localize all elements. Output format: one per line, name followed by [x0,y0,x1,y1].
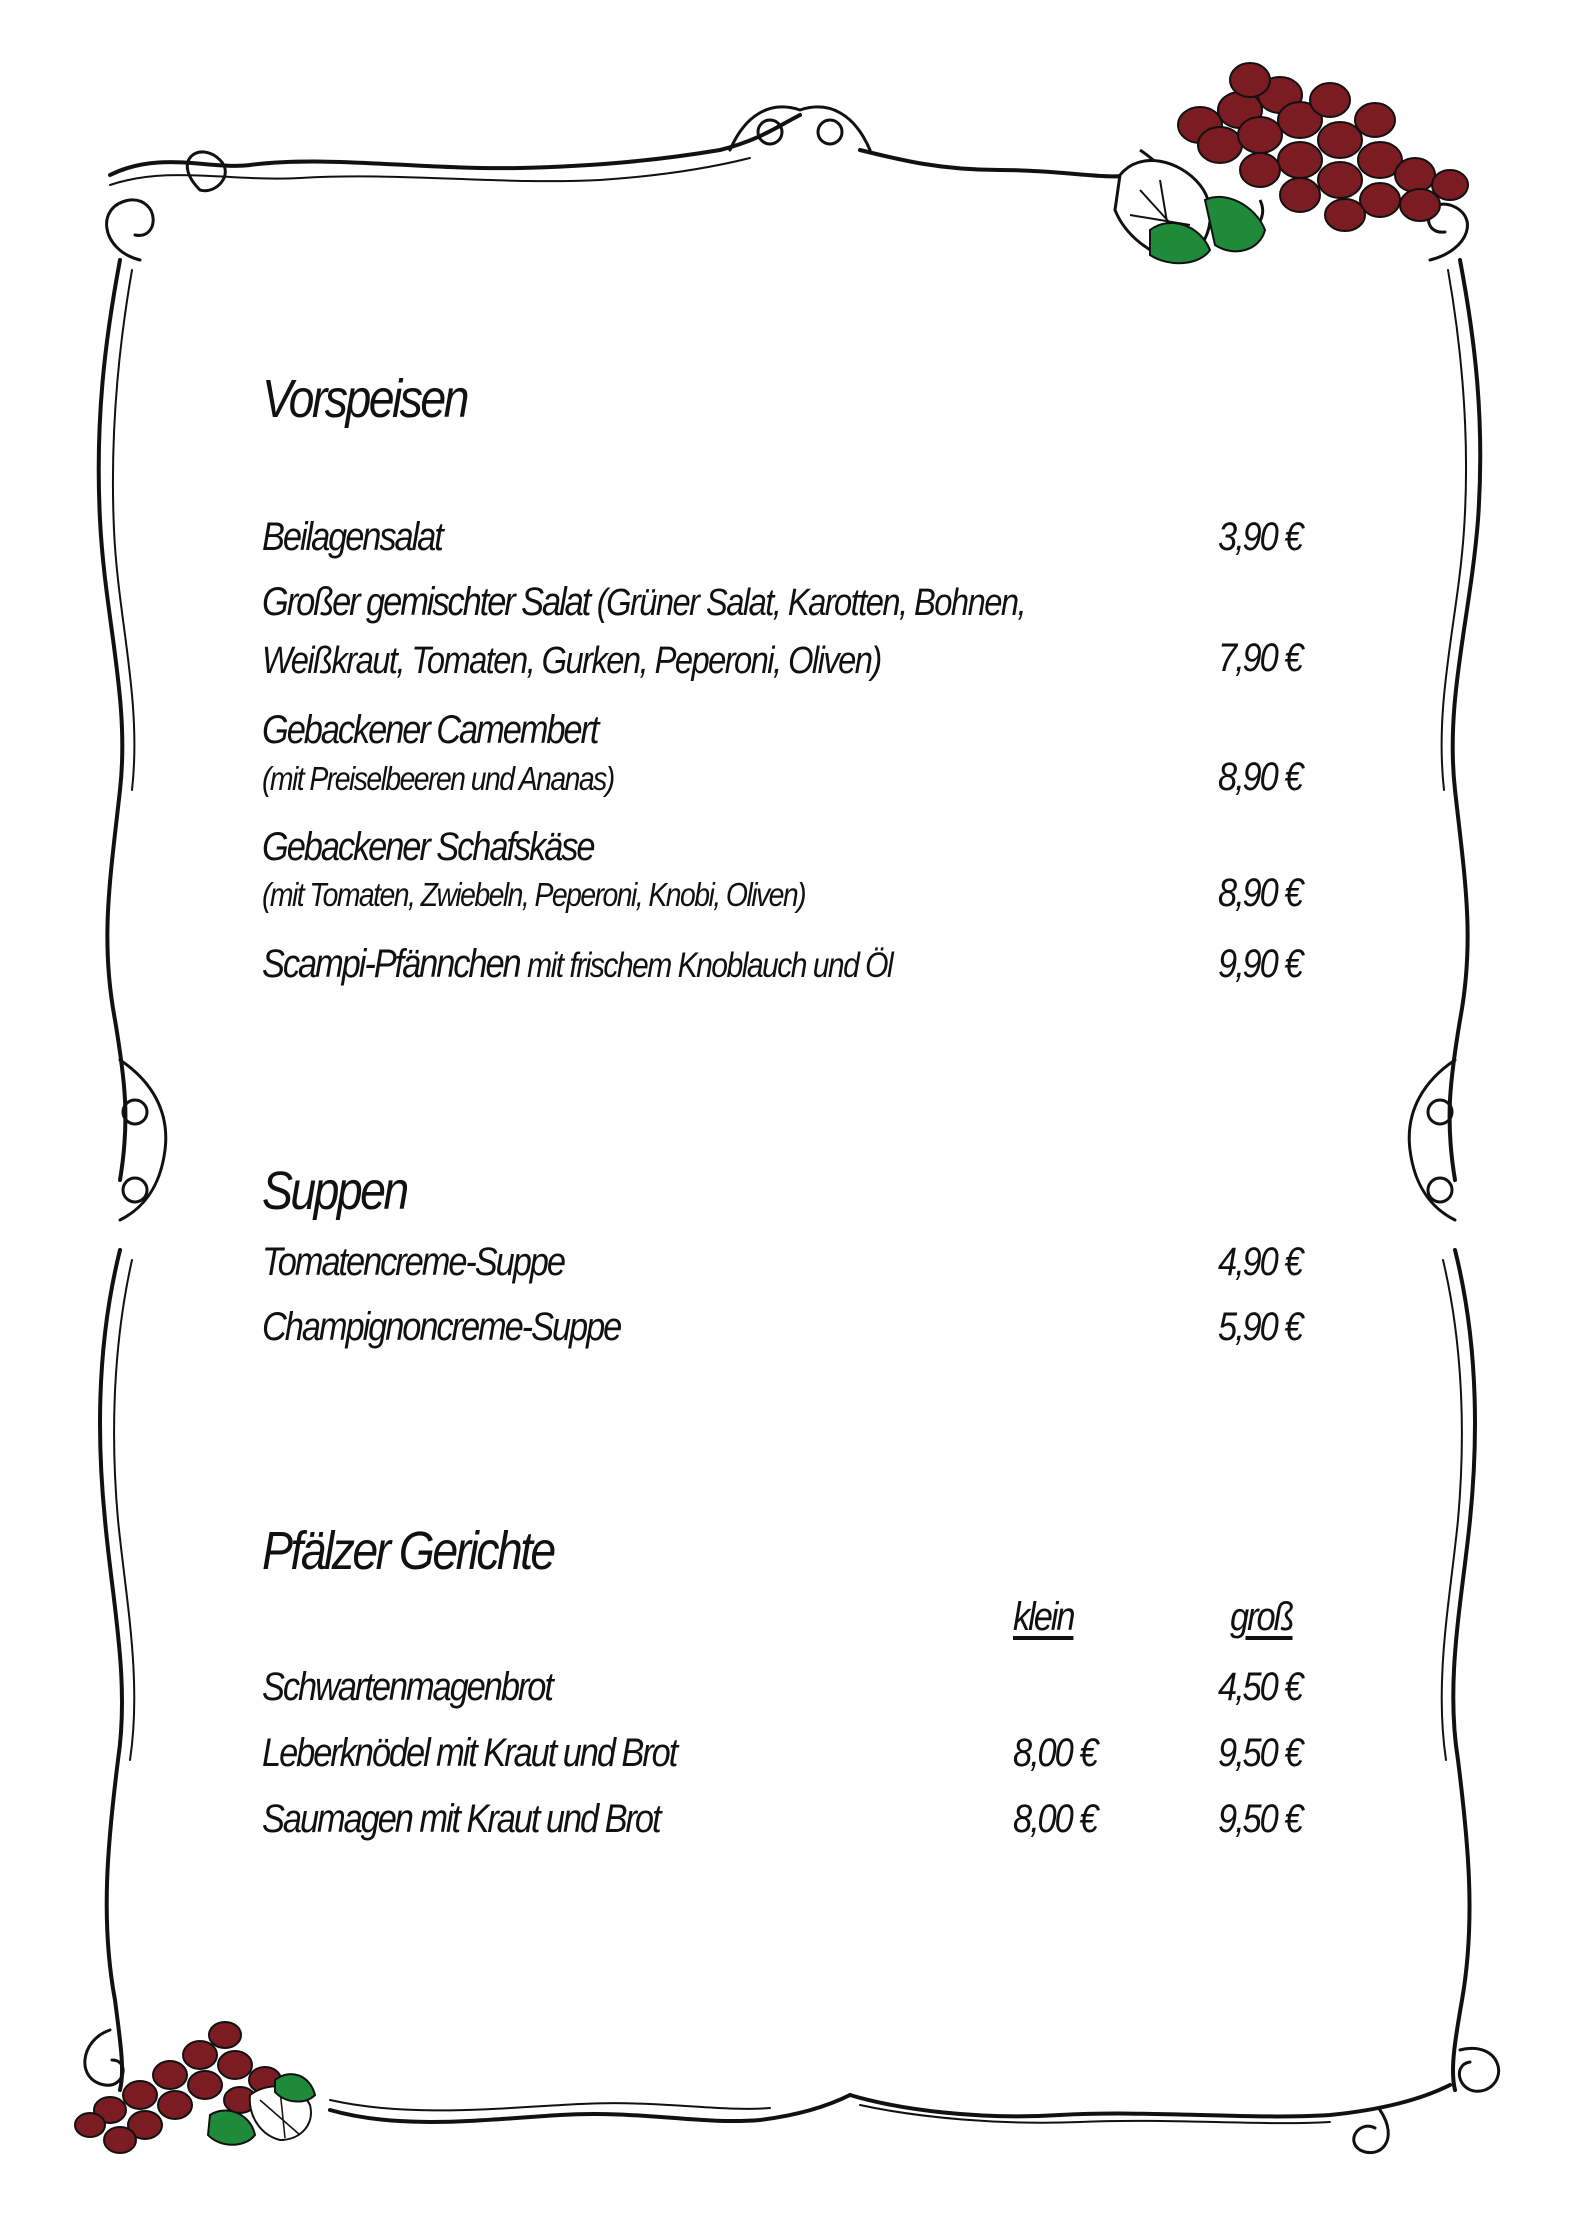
menu-item-scampi [262,942,892,987]
menu-item-leberknoedel: Leberknödel mit Kraut und Brot [262,1731,677,1775]
price-large-saumagen: 9,50 € [1218,1797,1302,1841]
menu-item-champignoncreme: Champignoncreme-Suppe [262,1305,621,1349]
item-detail-camembert: (mit Preiselbeeren und Ananas) [262,760,614,797]
item-name: Scampi-Pfännchen [262,942,520,986]
price-gemischter-salat: 7,90 € [1218,636,1302,680]
item-detail-schafskaese: (mit Tomaten, Zwiebeln, Peperoni, Knobi, Oliven) [262,876,805,913]
price-small-saumagen: 8,00 € [1013,1797,1097,1841]
menu-item-saumagen: Saumagen mit Kraut und Brot [262,1797,660,1841]
price-champignoncreme: 5,90 € [1218,1305,1302,1349]
section-title-vorspeisen: Vorspeisen [262,369,467,429]
section-title-pfaelzer: Pfälzer Gerichte [262,1521,554,1581]
item-detail: mit frischem Knoblauch und Öl [527,946,893,985]
price-small-leberknoedel: 8,00 € [1013,1731,1097,1775]
price-scampi: 9,90 € [1218,942,1302,986]
price-large-schwartenmagenbrot: 4,50 € [1218,1665,1302,1709]
menu-item-schafskaese: Gebackener Schafskäse [262,825,594,869]
menu-item-tomatencreme: Tomatencreme-Suppe [262,1240,564,1284]
column-header-klein: klein [1013,1595,1074,1639]
item-detail-cont: Weißkraut, Tomaten, Gurken, Peperoni, Oliven) [262,640,881,682]
item-detail: (Grüner Salat, Karotten, Bohnen, [596,582,1025,624]
menu-item-camembert: Gebackener Camembert [262,708,598,752]
menu-item-gemischter-salat [262,580,1025,625]
price-schafskaese: 8,90 € [1218,871,1302,915]
column-header-gross: groß [1230,1595,1293,1639]
price-camembert: 8,90 € [1218,755,1302,799]
menu-item-beilagensalat: Beilagensalat [262,515,442,559]
section-title-suppen: Suppen [262,1161,407,1221]
menu-item-schwartenmagenbrot: Schwartenmagenbrot [262,1665,552,1709]
item-name: Großer gemischter Salat [262,580,590,624]
price-large-leberknoedel: 9,50 € [1218,1731,1302,1775]
price-tomatencreme: 4,90 € [1218,1240,1302,1284]
price-beilagensalat: 3,90 € [1218,515,1302,559]
